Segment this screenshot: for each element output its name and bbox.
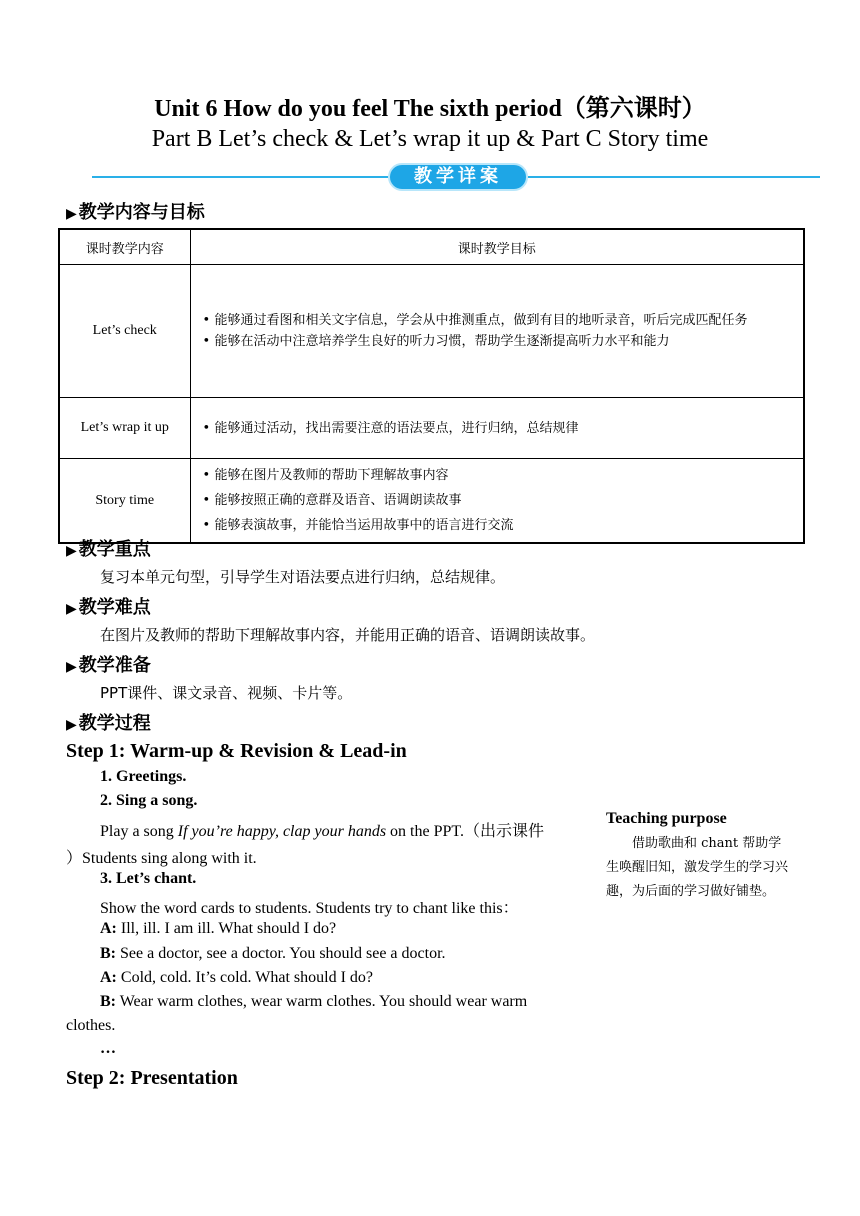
step1-sing-line2: ）Students sing along with it. <box>66 850 257 867</box>
table-cell-content: Let’s wrap it up <box>59 398 190 459</box>
preparation-text: PPT课件、课文录音、视频、卡片等。 <box>100 684 353 702</box>
table-row <box>59 398 804 459</box>
table-cell-goals <box>190 459 804 544</box>
heading-process: ▶ 教学过程 <box>66 713 151 734</box>
step1-sing-line1: Play a song If you’re happy, clap your hands on the PPT.（出示课件 <box>100 823 544 840</box>
goal-item: • 能够表演故事，并能恰当运用故事中的语言进行交流 <box>203 513 798 538</box>
step2-title: Step 2: Presentation <box>66 1067 238 1089</box>
table-row <box>59 265 804 398</box>
goal-item: • 能够按照正确的意群及语音、语调朗读故事 <box>203 488 798 513</box>
difficulties-text: 在图片及教师的帮助下理解故事内容，并能用正确的语音、语调朗读故事。 <box>100 626 596 644</box>
step1-title: Step 1: Warm-up & Revision & Lead-in <box>66 740 407 762</box>
table-header-content: 课时教学内容 <box>59 229 190 265</box>
dialogue-wrap: clothes. <box>66 1017 116 1034</box>
table-header-row <box>59 229 804 265</box>
step1-chant-title: 3. Let’s chant. <box>100 870 197 887</box>
triangle-icon: ▶ <box>66 543 77 559</box>
key-points-text: 复习本单元句型，引导学生对语法要点进行归纳，总结规律。 <box>100 568 506 586</box>
heading-difficulties: ▶ 教学难点 <box>66 597 151 618</box>
banner-label: 教学详案 <box>388 163 528 191</box>
table-cell-content: Let’s check <box>59 265 190 398</box>
document-subtitle: Part B Let’s check & Let’s wrap it up & Part C Story time <box>151 126 709 152</box>
heading-key-points: ▶ 教学重点 <box>66 539 151 560</box>
heading-content-goals: ▶ 教学内容与目标 <box>66 202 205 223</box>
teaching-purpose-title: Teaching purpose <box>606 810 727 827</box>
dialogue-line: B: Wear warm clothes, wear warm clothes. You should wear warm <box>100 993 528 1010</box>
step1-greetings: 1. Greetings. <box>100 768 187 785</box>
heading-preparation: ▶ 教学准备 <box>66 655 151 676</box>
document-title: Unit 6 How do you feel The sixth period（第六课时） <box>154 96 706 122</box>
song-name: If you’re happy, clap your hands <box>177 823 387 840</box>
dialogue-line: A: Ill, ill. I am ill. What should I do? <box>100 920 337 937</box>
table-cell-goals <box>190 265 804 398</box>
step1-chant-intro: Show the word cards to students. Students try to chant like this： <box>100 900 519 917</box>
table-cell-goals <box>190 398 804 459</box>
section-banner <box>92 160 820 196</box>
step1-sing-title: 2. Sing a song. <box>100 792 198 809</box>
table-row <box>59 459 804 544</box>
triangle-icon: ▶ <box>66 601 77 617</box>
triangle-icon: ▶ <box>66 206 77 222</box>
table-header-goals: 课时教学目标 <box>190 229 804 265</box>
triangle-icon: ▶ <box>66 717 77 733</box>
ellipsis: … <box>100 1040 116 1057</box>
goal-item: • 能够在图片及教师的帮助下理解故事内容 <box>203 463 798 488</box>
teaching-purpose-text: 借助歌曲和 chant 帮助学生唤醒旧知，激发学生的学习兴趣，为后面的学习做好铺垫。 <box>606 836 789 899</box>
table-cell-content: Story time <box>59 459 190 544</box>
triangle-icon: ▶ <box>66 659 77 675</box>
banner-line-right <box>528 176 820 178</box>
goal-item: • 能够通过活动，找出需要注意的语法要点，进行归纳，总结规律 <box>203 418 798 439</box>
banner-line-left <box>92 176 388 178</box>
dialogue-line: B: See a doctor, see a doctor. You should see a doctor. <box>100 945 446 962</box>
goal-item: • 能够通过看图和相关文字信息，学会从中推测重点，做到有目的地听录音，听后完成匹配任务 <box>203 310 798 331</box>
goal-item: • 能够在活动中注意培养学生良好的听力习惯，帮助学生逐渐提高听力水平和能力 <box>203 331 798 352</box>
goals-table <box>58 228 805 544</box>
dialogue-line: A: Cold, cold. It’s cold. What should I do? <box>100 969 374 986</box>
